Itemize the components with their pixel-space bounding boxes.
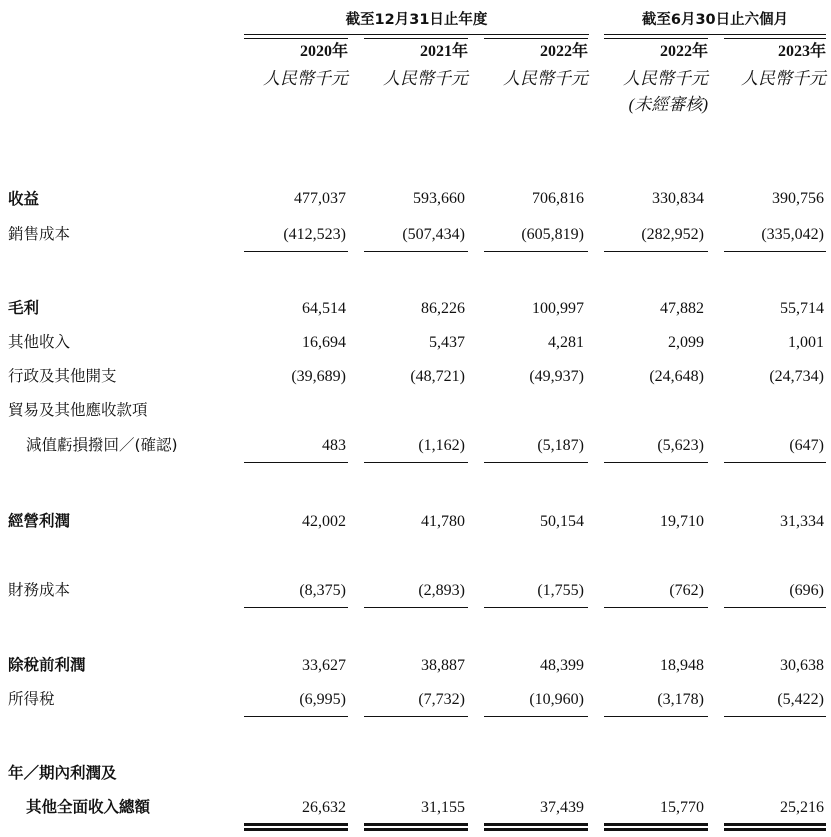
column-header-2020: [244, 38, 348, 91]
row-label-cost-of-sales: 銷售成本: [8, 225, 71, 243]
subtotal-rule: [724, 251, 826, 252]
value-cell: 38,887: [421, 657, 465, 674]
subtotal-rule: [244, 462, 348, 463]
subtotal-rule: [364, 251, 468, 252]
value-cell: (696): [789, 582, 824, 599]
value-cell: 50,154: [540, 513, 584, 530]
value-cell: 1,001: [788, 334, 824, 351]
value-cell: (605,819): [521, 226, 584, 243]
value-cell: 593,660: [413, 190, 465, 207]
subtotal-rule: [724, 607, 826, 608]
subtotal-rule: [364, 716, 468, 717]
subtotal-rule: [484, 251, 588, 252]
subtotal-rule: [364, 607, 468, 608]
grand-total-rule: [364, 823, 468, 831]
value-cell: 706,816: [532, 190, 584, 207]
value-cell: (10,960): [529, 691, 584, 708]
value-cell: 100,997: [532, 300, 584, 317]
value-cell: 86,226: [421, 300, 465, 317]
value-cell: 2,099: [668, 334, 704, 351]
value-cell: (5,623): [657, 437, 704, 454]
value-cell: (412,523): [283, 226, 346, 243]
column-unit: 人民幣千元: [741, 69, 826, 88]
subtotal-rule: [484, 607, 588, 608]
value-cell: (5,187): [537, 437, 584, 454]
value-cell: (48,721): [410, 368, 465, 385]
subtotal-rule: [244, 607, 348, 608]
value-cell: 4,281: [548, 334, 584, 351]
value-cell: 18,948: [660, 657, 704, 674]
value-cell: (49,937): [529, 368, 584, 385]
value-cell: 42,002: [302, 513, 346, 530]
value-cell: 477,037: [294, 190, 346, 207]
subtotal-rule: [604, 716, 708, 717]
value-cell: (762): [669, 582, 704, 599]
column-year: 2022年: [604, 38, 708, 65]
subtotal-rule: [604, 462, 708, 463]
subtotal-rule: [604, 251, 708, 252]
value-cell: (1,162): [418, 437, 465, 454]
subtotal-rule: [724, 716, 826, 717]
value-cell: 19,710: [660, 513, 704, 530]
value-cell: 33,627: [302, 657, 346, 674]
value-cell: (507,434): [402, 226, 465, 243]
row-label-impairment-line1: 貿易及其他應收款項: [8, 401, 148, 419]
value-cell: 48,399: [540, 657, 584, 674]
value-cell: (1,755): [537, 582, 584, 599]
grand-total-rule: [604, 823, 708, 831]
value-cell: (335,042): [761, 226, 824, 243]
value-cell: (282,952): [641, 226, 704, 243]
column-year: 2022年: [484, 38, 588, 65]
column-header-2022: [484, 38, 588, 91]
value-cell: 483: [322, 437, 346, 454]
row-label-admin-expenses: 行政及其他開支: [8, 367, 117, 385]
value-cell: 26,632: [302, 799, 346, 816]
value-cell: (7,732): [418, 691, 465, 708]
column-year: 2020年: [244, 38, 348, 65]
value-cell: (24,734): [769, 368, 824, 385]
grand-total-rule: [484, 823, 588, 831]
subtotal-rule: [724, 462, 826, 463]
column-unit: 人民幣千元: [383, 69, 468, 88]
grand-total-rule: [244, 823, 348, 831]
row-label-total-income-line1: 年／期內利潤及: [8, 764, 117, 782]
subtotal-rule: [484, 716, 588, 717]
subtotal-rule: [484, 462, 588, 463]
column-unit: 人民幣千元: [263, 69, 348, 88]
row-label-other-income: 其他收入: [8, 333, 71, 351]
row-label-impairment-line2: 減值虧損撥回／(確認): [26, 436, 178, 454]
value-cell: (8,375): [299, 582, 346, 599]
value-cell: 31,334: [780, 513, 824, 530]
value-cell: (6,995): [299, 691, 346, 708]
row-label-profit-before-tax: 除稅前利潤: [8, 656, 86, 674]
column-header-2022-interim: [604, 38, 708, 117]
value-cell: 15,770: [660, 799, 704, 816]
value-cell: (5,422): [777, 691, 824, 708]
column-year: 2023年: [724, 38, 826, 65]
interim-period-header: 截至6月30日止六個月: [604, 8, 826, 35]
column-header-2023-interim: [724, 38, 826, 91]
annual-period-header: 截至12月31日止年度: [244, 8, 589, 35]
subtotal-rule: [604, 607, 708, 608]
row-label-operating-profit: 經營利潤: [8, 512, 71, 530]
value-cell: (647): [789, 437, 824, 454]
value-cell: (3,178): [657, 691, 704, 708]
value-cell: 31,155: [421, 799, 465, 816]
grand-total-rule: [724, 823, 826, 831]
subtotal-rule: [364, 462, 468, 463]
value-cell: (2,893): [418, 582, 465, 599]
value-cell: 25,216: [780, 799, 824, 816]
value-cell: 37,439: [540, 799, 584, 816]
value-cell: 64,514: [302, 300, 346, 317]
subtotal-rule: [244, 716, 348, 717]
row-label-gross-profit: 毛利: [8, 299, 40, 317]
value-cell: 55,714: [780, 300, 824, 317]
row-label-finance-costs: 財務成本: [8, 581, 71, 599]
value-cell: 5,437: [429, 334, 465, 351]
column-header-2021: [364, 38, 468, 91]
column-unit: 人民幣千元: [623, 69, 708, 88]
value-cell: 16,694: [302, 334, 346, 351]
value-cell: (39,689): [291, 368, 346, 385]
value-cell: 41,780: [421, 513, 465, 530]
value-cell: 390,756: [772, 190, 824, 207]
value-cell: 30,638: [780, 657, 824, 674]
value-cell: (24,648): [649, 368, 704, 385]
unaudited-note: (未經審核): [628, 95, 708, 114]
column-year: 2021年: [364, 38, 468, 65]
subtotal-rule: [244, 251, 348, 252]
row-label-income-tax: 所得稅: [8, 690, 55, 708]
value-cell: 330,834: [652, 190, 704, 207]
row-label-revenue: 收益: [8, 190, 40, 208]
column-unit: 人民幣千元: [503, 69, 588, 88]
row-label-total-income-line2: 其他全面收入總額: [26, 798, 151, 816]
value-cell: 47,882: [660, 300, 704, 317]
